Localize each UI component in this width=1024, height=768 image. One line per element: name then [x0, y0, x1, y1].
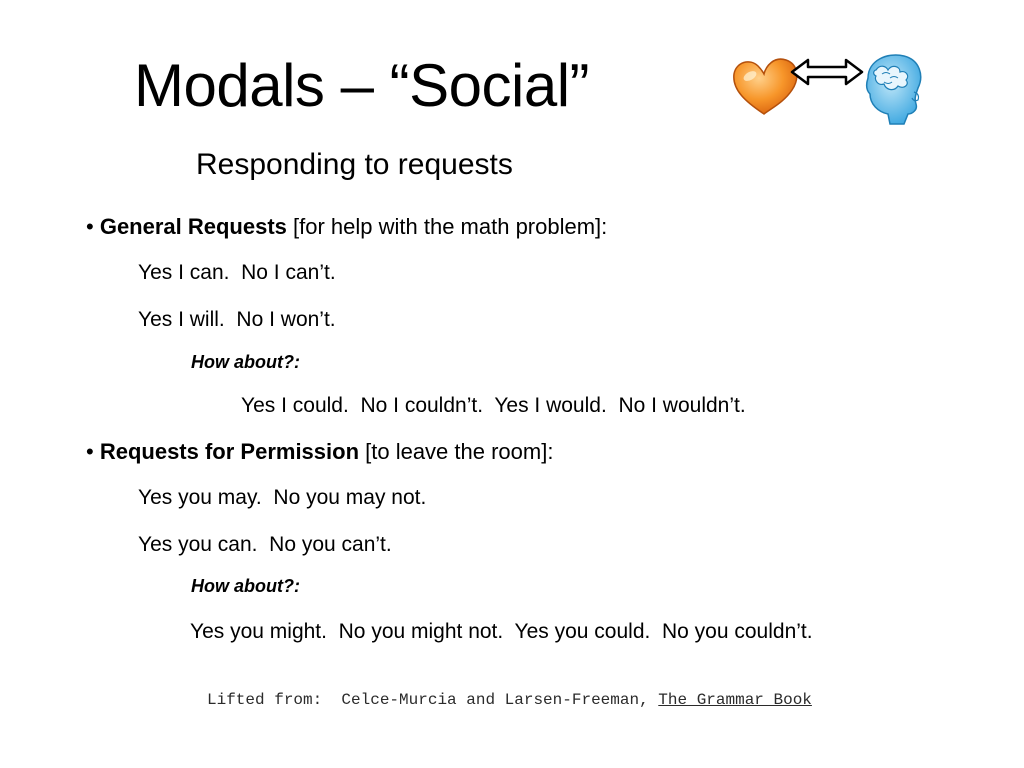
section-note: [for help with the math problem]: — [286, 214, 608, 239]
section-heading: Requests for Permission — [99, 439, 360, 464]
heart-brain-illustration — [728, 48, 928, 128]
how-about-label: How about?: — [191, 352, 300, 372]
alternative-responses: Yes I could. No I couldn’t. Yes I would. No I wouldn’t. — [241, 394, 746, 417]
response-line: Yes I can. No I can’t. — [138, 261, 336, 284]
citation — [207, 689, 812, 711]
heart-icon — [734, 59, 797, 114]
section-heading: General Requests — [99, 214, 287, 239]
slide-subtitle: Responding to requests — [196, 148, 513, 181]
citation-prefix: Lifted from: Celce-Murcia and Larsen-Freeman, — [207, 691, 659, 709]
section-note: [to leave the room]: — [359, 439, 554, 464]
slide-title: Modals – “Social” — [134, 52, 590, 119]
bullet-general-requests — [86, 213, 607, 241]
response-line: Yes you may. No you may not. — [138, 486, 427, 509]
response-line: Yes I will. No I won’t. — [138, 308, 336, 331]
brain-head-icon — [867, 55, 921, 124]
bullet-requests-for-permission — [86, 438, 553, 466]
bullet-marker: • — [86, 439, 100, 464]
alternative-responses: Yes you might. No you might not. Yes you could. No you couldn’t. — [190, 620, 813, 643]
double-arrow-icon — [792, 60, 862, 84]
book-title: The Grammar Book — [658, 691, 812, 709]
bullet-marker: • — [86, 214, 100, 239]
response-line: Yes you can. No you can’t. — [138, 533, 392, 556]
how-about-label: How about?: — [191, 576, 300, 596]
